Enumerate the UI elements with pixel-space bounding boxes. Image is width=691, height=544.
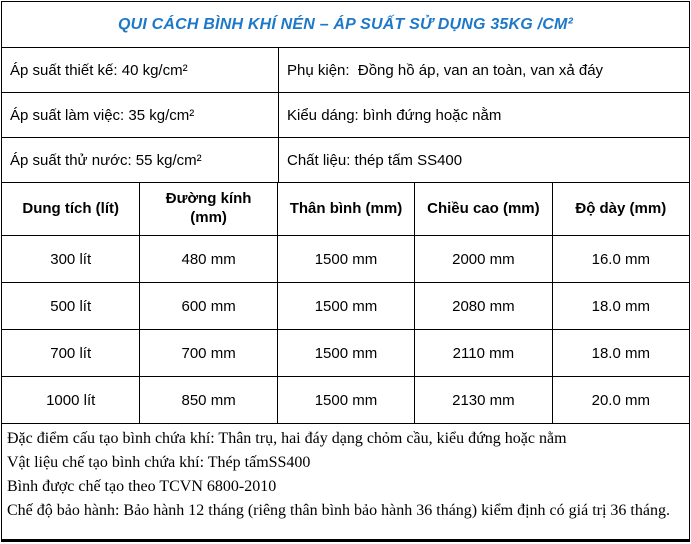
spec-header-label: Thân bình (mm)	[289, 199, 403, 217]
info-design-pressure: Áp suất thiết kế: 40 kg/cm²	[2, 48, 278, 93]
spec-cell: 700 mm	[139, 330, 276, 377]
spec-cell: 2080 mm	[414, 283, 551, 330]
note-warranty: Chế độ bảo hành: Bảo hành 12 tháng (riêng thân bình bảo hành 36 tháng) kiểm định có giá trị 36 tháng.	[7, 502, 670, 519]
spec-header-label: Dung tích (lít)	[22, 199, 120, 217]
title-row	[2, 2, 689, 48]
note-construction: Đặc điểm cấu tạo bình chứa khí: Thân trụ, hai đáy dạng chỏm cầu, kiểu đứng hoặc nằm	[7, 430, 567, 447]
spec-header-diameter	[139, 183, 276, 236]
spec-header-height	[414, 183, 551, 236]
note-standard: Bình được chế tạo theo TCVN 6800-2010	[7, 478, 277, 495]
notes-section	[2, 424, 689, 539]
spec-header-capacity	[2, 183, 139, 236]
page-title: QUI CÁCH BÌNH KHÍ NÉN – ÁP SUẤT SỬ DỤNG 35KG /CM²	[117, 15, 574, 33]
spec-cell: 2000 mm	[414, 236, 551, 283]
info-accessories: Phụ kiện: Đồng hồ áp, van an toàn, van xả đáy	[278, 48, 689, 93]
spec-cell: 600 mm	[139, 283, 276, 330]
spec-header-label: Đường kính (mm)	[165, 190, 252, 226]
spec-cell: 2130 mm	[414, 377, 551, 424]
spec-header-label: Độ dày (mm)	[575, 199, 667, 217]
spec-cell: 20.0 mm	[552, 377, 689, 424]
spec-cell: 300 lít	[2, 236, 139, 283]
spec-cell: 1500 mm	[277, 377, 414, 424]
spec-header-body	[277, 183, 414, 236]
spec-cell: 850 mm	[139, 377, 276, 424]
spec-cell: 1500 mm	[277, 283, 414, 330]
spec-cell: 700 lít	[2, 330, 139, 377]
spec-cell: 1500 mm	[277, 236, 414, 283]
spec-cell: 16.0 mm	[552, 236, 689, 283]
spec-cell: 500 lít	[2, 283, 139, 330]
spec-cell: 1000 lít	[2, 377, 139, 424]
info-style: Kiểu dáng: bình đứng hoặc nằm	[278, 93, 689, 138]
info-working-pressure: Áp suất làm việc: 35 kg/cm²	[2, 93, 278, 138]
spec-table	[2, 183, 689, 424]
note-material: Vật liệu chế tạo bình chứa khí: Thép tấmSS400	[7, 454, 311, 471]
spec-cell: 2110 mm	[414, 330, 551, 377]
info-section	[2, 48, 689, 183]
spec-cell: 18.0 mm	[552, 283, 689, 330]
spec-cell: 18.0 mm	[552, 330, 689, 377]
info-material: Chất liệu: thép tấm SS400	[278, 138, 689, 183]
info-test-pressure: Áp suất thử nước: 55 kg/cm²	[2, 138, 278, 183]
spec-sheet-table	[1, 1, 690, 542]
spec-header-label: Chiều cao (mm)	[427, 199, 540, 217]
spec-cell: 480 mm	[139, 236, 276, 283]
spec-header-thickness	[552, 183, 689, 236]
spec-cell: 1500 mm	[277, 330, 414, 377]
